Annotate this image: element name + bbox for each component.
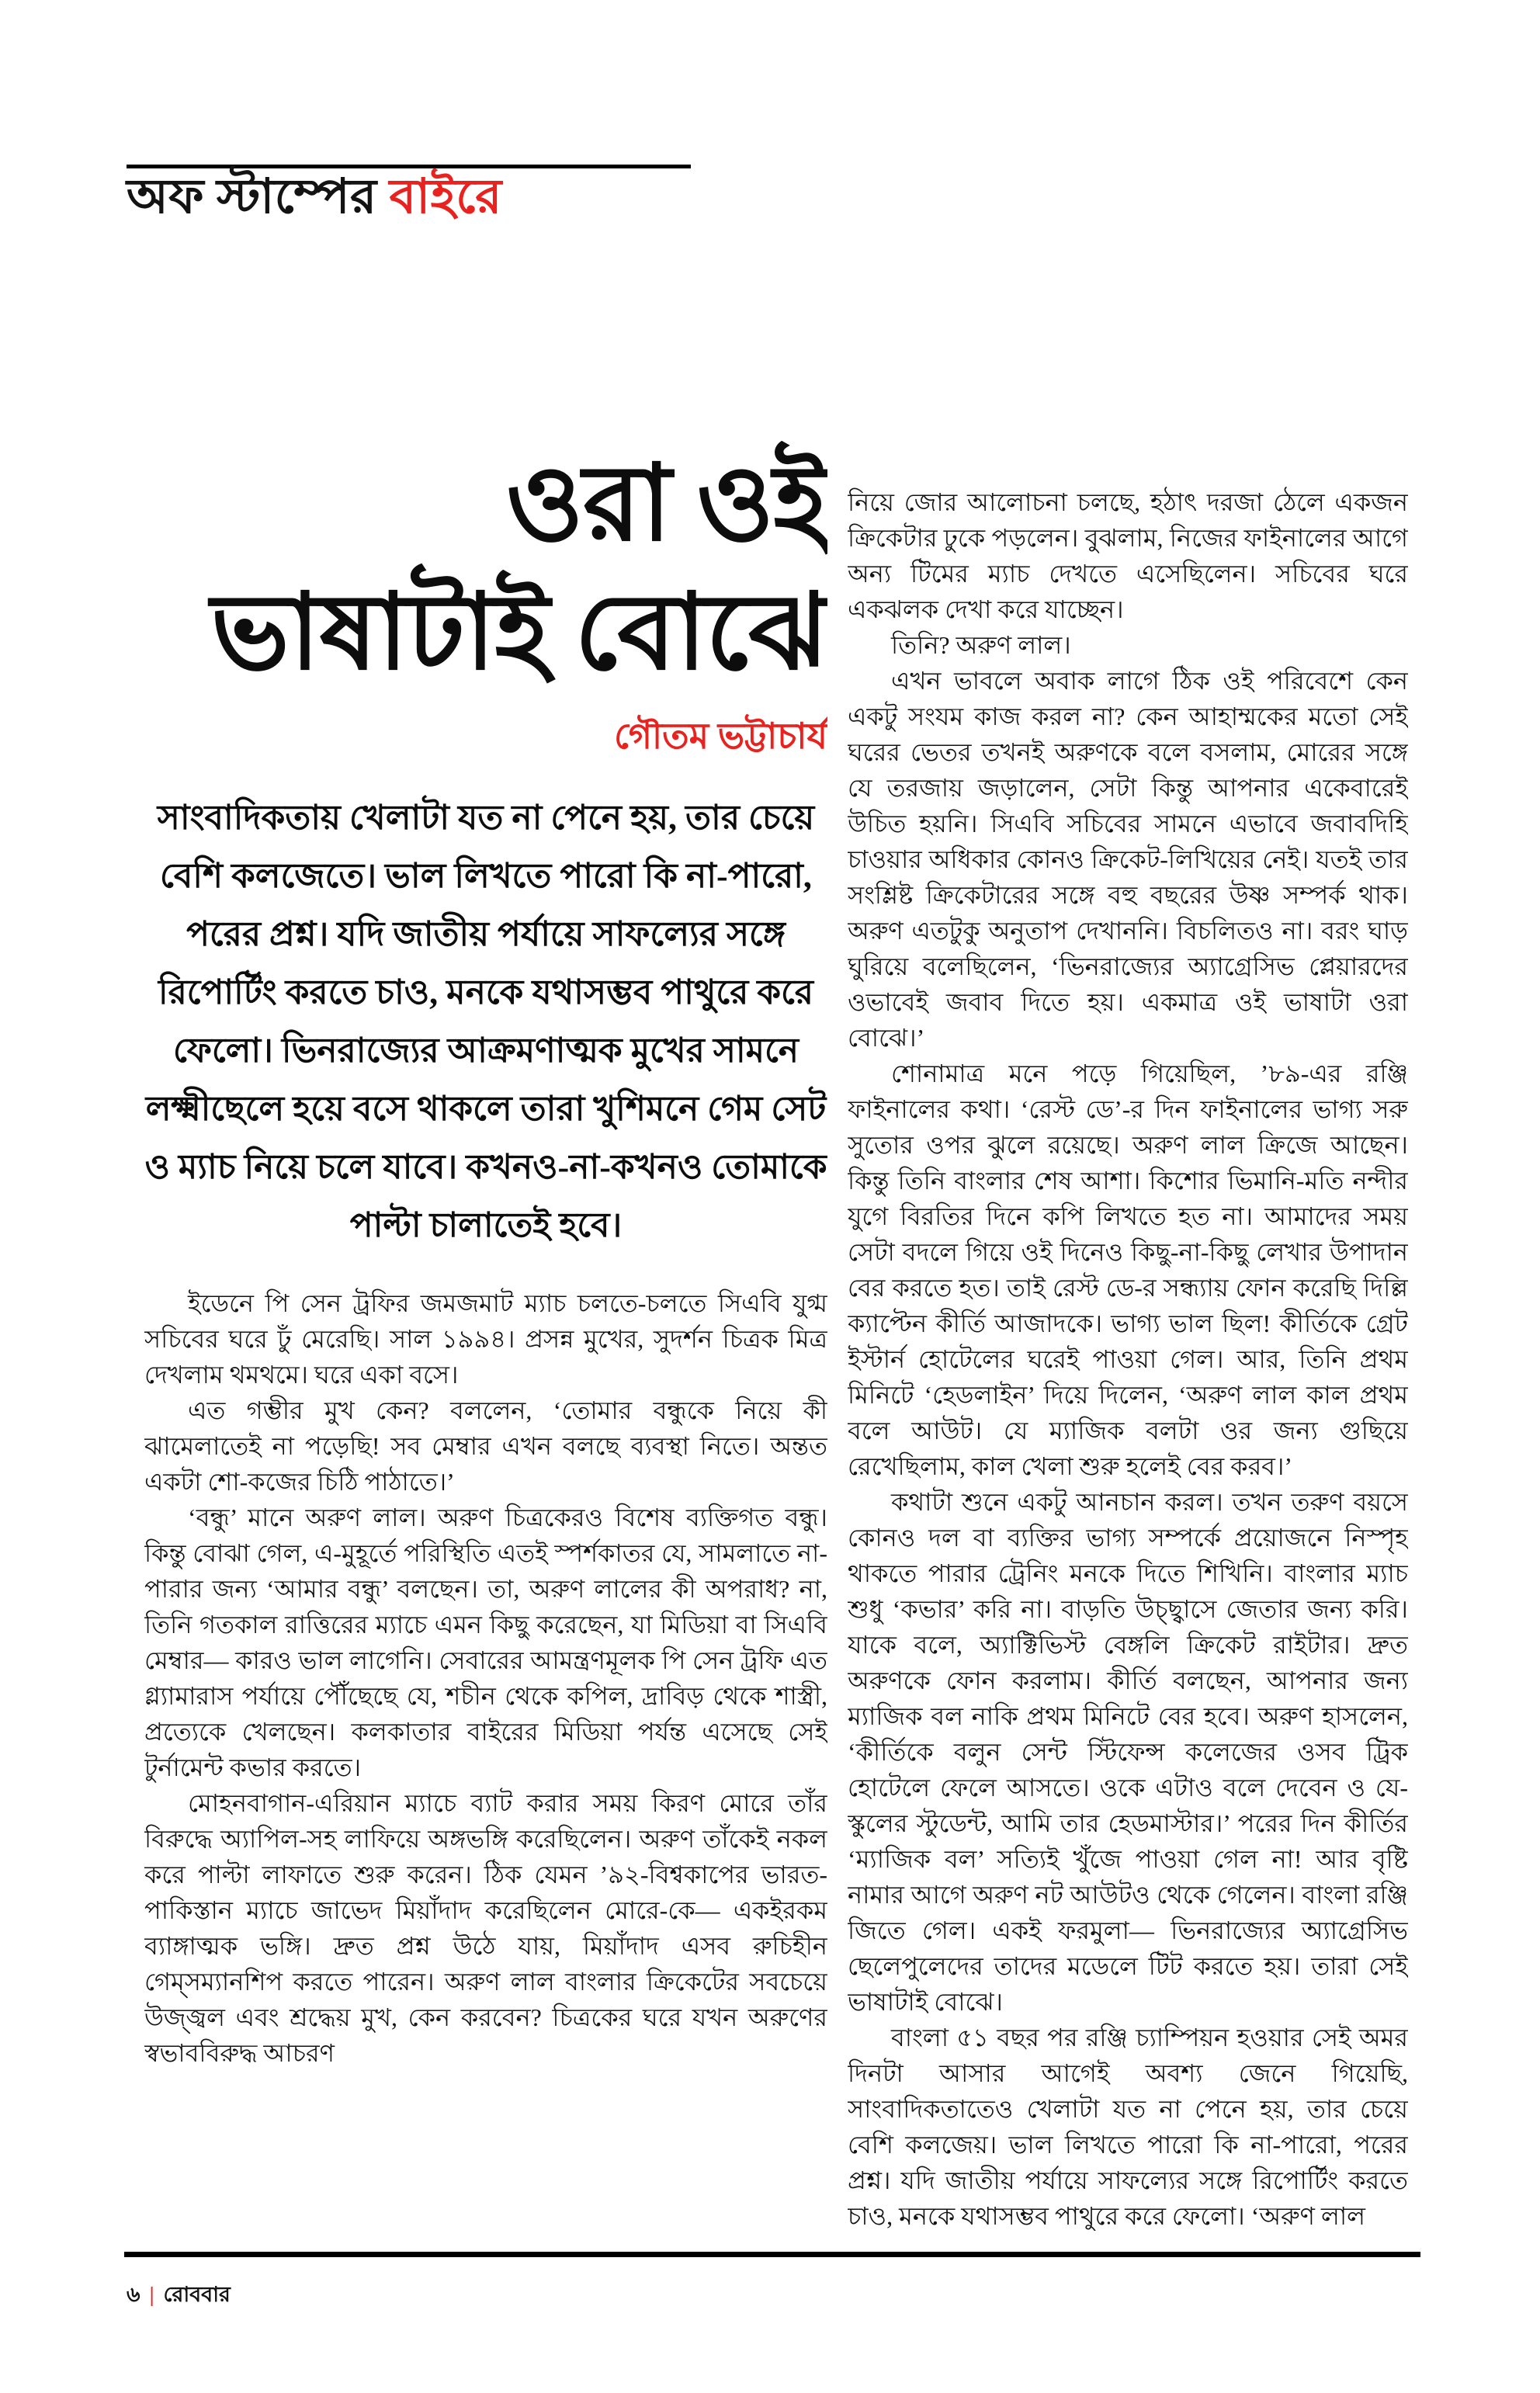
body-paragraph: বাংলা ৫১ বছর পর রঞ্জি চ্যাম্পিয়ন হওয়ার সেই অমর দিনটা আসার আগেই অবশ্য জেনে গিয়েছি, সাংবাদিকতাতেও খেলাটা যত না পেনে হয়, তার চেয়ে বেশি কলজেয়। ভাল লিখতে পারো কি না-পারো, পরের প্রশ্ন। যদি জাতীয় পর্যায়ে সাফল্যের সঙ্গে রিপোর্টিং করতে চাও, মনকে যথাসম্ভব পাথুরে করে ফেলো। ‘অরুণ লাল (848, 2024, 1408, 2230)
body-paragraph: এখন ভাবলে অবাক লাগে ঠিক ওই পরিবেশে কেন একটু সংযম কাজ করল না? কেন আহাম্মকের মতো সেই ঘরের ভেতর তখনই অরুণকে বলে বসলাম, মোরের সঙ্গে যে তরজায় জড়ালেন, সেটা কিন্তু আপনার একেবারেই উচিত হয়নি। সিএবি সচিবের সামনে এভাবে জবাবদিহি চাওয়ার অধিকার কোনও ক্রিকেট-লিখিয়ের নেই। যতই তার সংশ্লিষ্ট ক্রিকেটারের সঙ্গে বহু বছরের উষ্ণ সম্পর্ক থাক। অরুণ এতটুকু অনুতাপ দেখাননি। বিচলিতও না। বরং ঘাড় ঘুরিয়ে বলেছিলেন, ‘ভিনরাজ্যের অ্যাগ্রেসিভ প্লেয়ারদের ওভাবেই জবাব দিতে হয়। একমাত্র ওই ভাষাটা ওরা বোঝে।’ (848, 667, 1408, 1052)
bottom-rule (124, 2252, 1420, 2257)
standfirst: সাংবাদিকতায় খেলাটা যত না পেনে হয়, তার চেয়ে বেশি কলজেতে। ভাল লিখতে পারো কি না-পারো, পরের প্রশ্ন। যদি জাতীয় পর্যায়ে সাফল্যের সঙ্গে রিপোর্টিং করতে চাও, মনকে যথাসম্ভব পাথুরে করে ফেলো। ভিনরাজ্যের আক্রমণাত্মক মুখের সামনে লক্ষ্মীছেলে হয়ে বসে থাকলে তারা খুশিমনে গেম সেট ও ম্যাচ নিয়ে চলে যাবে। কখনও-না-কখনও তোমাকে পাল্টা চালাতেই হবে। (144, 798, 827, 1244)
byline-author: গৌতম ভট্টাচার্য (614, 716, 827, 756)
right-column (848, 484, 1408, 2231)
body-paragraph: তিনি? অরুণ লাল। (891, 631, 1071, 659)
body-paragraph: মোহনবাগান-এরিয়ান ম্যাচে ব্যাট করার সময় কিরণ মোরে তাঁর বিরুদ্ধে অ্যাপিল-সহ লাফিয়ে অঙ্গভঙ্গি করেছিলেন। অরুণ তাঁকেই নকল করে পাল্টা লাফাতে শুরু করেন। ঠিক যেমন ’৯২-বিশ্বকাপের ভারত-পাকিস্তান ম্যাচে জাভেদ মিয়াঁদাদ করেছিলেন মোরে-কে— একইরকম ব্যাঙ্গাত্মক ভঙ্গি। দ্রুত প্রশ্ন উঠে যায়, মিয়াঁদাদ এসব রুচিহীন গেম্‌সম্যানশিপ করতে পারেন। অরুণ লাল বাংলার ক্রিকেটের সবচেয়ে উজ্জ্বল এবং শ্রদ্ধেয় মুখ, কেন করবেন? চিত্রকের ঘরে যখন অরুণের স্বভাববিরুদ্ধ আচরণ (144, 1788, 827, 2067)
headline-line-2: ভাষাটাই বোঝে (210, 574, 827, 692)
left-column (144, 441, 827, 2226)
publication-name: রোববার (163, 2283, 231, 2306)
section-title-black: অফ স্টাম্পের (127, 171, 377, 224)
section-title-red: বাইরে (389, 171, 502, 224)
left-column-body (144, 1285, 827, 2071)
footer-separator: | (149, 2283, 154, 2306)
body-paragraph: ইডেনে পি সেন ট্রফির জমজমাট ম্যাচ চলতে-চলতে সিএবি যুগ্ম সচিবের ঘরে ঢুঁ মেরেছি। সাল ১৯৯৪। প্রসন্ন মুখের, সুদর্শন চিত্রক মিত্র দেখলাম থমথমে। ঘরে একা বসে। (144, 1288, 827, 1389)
top-rule (127, 165, 691, 168)
body-paragraph: এত গম্ভীর মুখ কেন? বললেন, ‘তোমার বন্ধুকে নিয়ে কী ঝামেলাতেই না পড়েছি! সব মেম্বার এখন বলছে ব্যবস্থা নিতে। অন্তত একটা শো-কজের চিঠি পাঠাতে।’ (144, 1396, 827, 1496)
article-headline (144, 441, 827, 699)
body-paragraph: শোনামাত্র মনে পড়ে গিয়েছিল, ’৮৯-এর রঞ্জি ফাইনালের কথা। ‘রেস্ট ডে’-র দিন ফাইনালের ভাগ্য সরু সুতোর ওপর ঝুলে রয়েছে। অরুণ লাল ক্রিজে আছেন। কিন্তু তিনি বাংলার শেষ আশা। কিশোর ভিমানি-মতি নন্দীর যুগে বিরতির দিনে কপি লিখতে হত না। আমাদের সময় সেটা বদলে গিয়ে ওই দিনেও কিছু-না-কিছু লেখার উপাদান বের করতে হত। তাই রেস্ট ডে-র সন্ধ্যায় ফোন করেছি দিল্লি ক্যাপ্টেন কীর্তি আজাদকে। ভাগ্য ভাল ছিল! কীর্তিকে গ্রেট ইস্টার্ন হোটেলের ঘরেই পাওয়া গেল। আর, তিনি প্রথম মিনিটে ‘হেডলাইন’ দিয়ে দিলেন, ‘অরুণ লাল কাল প্রথম বলে আউট। যে ম্যাজিক বলটা ওর জন্য গুছিয়ে রেখেছিলাম, কাল খেলা শুরু হলেই বের করব।’ (848, 1060, 1408, 1480)
body-paragraph: ‘বন্ধু’ মানে অরুণ লাল। অরুণ চিত্রকেরও বিশেষ ব্যক্তিগত বন্ধু। কিন্তু বোঝা গেল, এ-মুহূর্তে পরিস্থিতি এতই স্পর্শকাতর যে, সামলাতে না-পারার জন্য ‘আমার বন্ধু’ বলছেন। তা, অরুণ লালের কী অপরাধ? না, তিনি গতকাল রাত্তিরের ম্যাচে এমন কিছু করেছেন, যা মিডিয়া বা সিএবি মেম্বার— কারও ভাল লাগেনি। সেবারের আমন্ত্রণমূলক পি সেন ট্রফি এত গ্ল্যামারাস পর্যায়ে পৌঁছেছে যে, শচীন থেকে কপিল, দ্রাবিড় থেকে শাস্ত্রী, প্রত্যেকে খেলছেন। কলকাতার বাইরের মিডিয়া পর্যন্ত এসেছে সেই টুর্নামেন্ট কভার করতে। (144, 1503, 827, 1781)
section-title (127, 171, 502, 224)
body-paragraph: কথাটা শুনে একটু আনচান করল। তখন তরুণ বয়সে কোনও দল বা ব্যক্তির ভাগ্য সম্পর্কে প্রয়োজনে নিস্পৃহ থাকতে পারার ট্রেনিং মনকে দিতে শিখিনি। বাংলার ম্যাচ শুধু ‘কভার’ করি না। বাড়তি উচ্ছ্বাসে জেতার জন্য করি। যাকে বলে, অ্যাক্টিভিস্ট বেঙ্গলি ক্রিকেট রাইটার। দ্রুত অরুণকে ফোন করলাম। কীর্তি বলছেন, আপনার জন্য ম্যাজিক বল নাকি প্রথম মিনিটে বের হবে। অরুণ হাসলেন, ‘কীর্তিকে বলুন সেন্ট স্টিফেন্স কলেজের ওসব ট্রিক হোটেলে ফেলে আসতে। ওকে এটাও বলে দেবেন ও যে-স্কুলের স্টুডেন্ট, আমি তার হেডমাস্টার।’ পরের দিন কীর্তির ‘ম্যাজিক বল’ সত্যিই খুঁজে পাওয়া গেল না! আর বৃষ্টি নামার আগে অরুণ নট আউটও থেকে গেলেন। বাংলা রঞ্জি জিতে গেল। একই ফরমুলা— ভিনরাজ্যের অ্যাগ্রেসিভ ছেলেপুলেদের তাদের মডেলে টিট করতে হয়। তারা সেই ভাষাটাই বোঝে। (848, 1488, 1408, 2016)
page-number: ৬ (127, 2283, 140, 2306)
headline-line-1: ওরা ওই (505, 446, 827, 563)
page-footer (127, 2279, 231, 2314)
body-paragraph: নিয়ে জোর আলোচনা চলছে, হঠাৎ দরজা ঠেলে একজন ক্রিকেটার ঢুকে পড়লেন। বুঝলাম, নিজের ফাইনালের আগে অন্য টিমের ম্যাচ দেখতে এসেছিলেন। সচিবের ঘরে একঝলক দেখা করে যাচ্ছেন। (848, 488, 1408, 623)
